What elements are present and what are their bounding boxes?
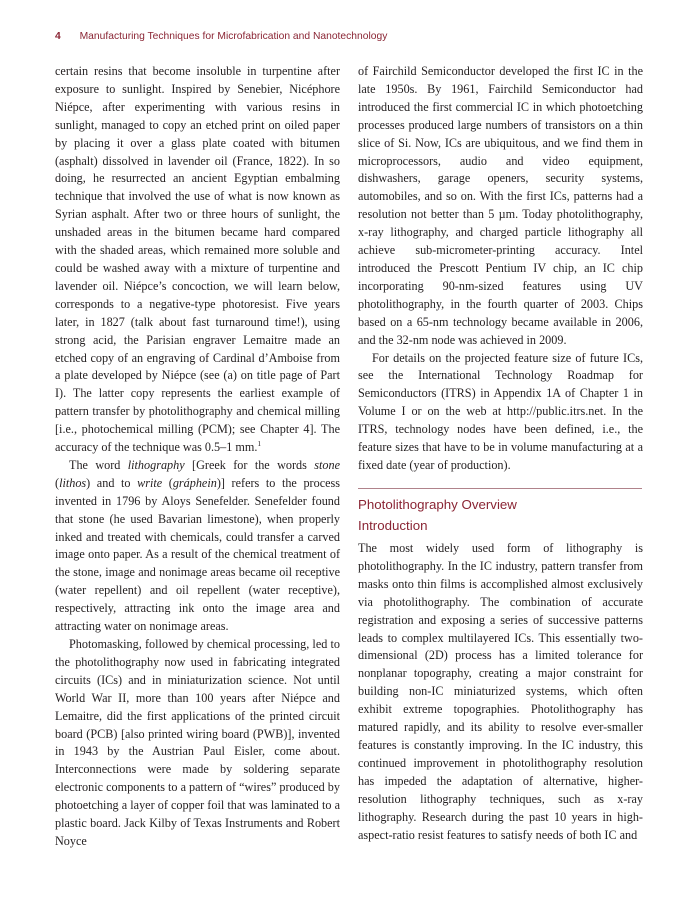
running-head [55, 31, 387, 47]
paragraph: of Fairchild Semiconductor developed the first IC in the late 1950s. By 1961, Fairchild Semiconductor had introduced the first commercial IC in which photoetching processes produced large numbers of transistors on a thin slice of Si. Now, ICs are ubiquitous, and we find them in microprocessors, audio and video equipment, dishwashers, garage openers, security systems, automobiles, and so on. With the first ICs, patterns had a resolution not better than 5 µm. Today photolithography, x-ray lithography, and charged particle lithography all achieve sub-micrometer-printing accuracy. Intel introduced the Prescott Pentium IV chip, an IC chip incorporating 90-nm-sized features using UV photolithography, in the fourth quarter of 2003. Chips based on a 65-nm technology became available in 2006, and the 32-nm node was achieved in 2009. [358, 64, 643, 347]
paragraph: Photomasking, followed by chemical processing, led to the photolithography now used in fabricating integrated circuits (ICs) and in miniaturization science. Not until World War II, more than 100 years after Niépce and Lemaitre, did the first applications of the printed circuit board (PCB) [also printed wiring board (PWB)], invented in 1943 by the Austrian Paul Eisler, come about. Interconnections were made by soldering separate electronic components to a pattern of “wires” produced by photoetching a layer of copper foil that was laminated to a plastic board. Jack Kilby of Texas Instruments and Robert Noyce [55, 637, 340, 848]
right-column-lower [358, 540, 643, 844]
footnote-ref: 1 [257, 438, 262, 448]
emphasis: lithos [59, 475, 87, 490]
paragraph: For details on the projected feature size of future ICs, see the International Technology Roadmap for Semiconductors (ITRS) in Appendix 1A of Chapter 1 in Volume I or on the web at http://public.itrs.net. In the ITRS, technology nodes have been defined, i.e., the feature sizes that have to be in volume manufacturing at a fixed date (year of production). [358, 350, 643, 472]
book-title: Manufacturing Techniques for Microfabrication and Nanotechnology [79, 31, 388, 42]
emphasis: lithography [127, 457, 185, 472]
paragraph [55, 457, 340, 636]
paragraph [55, 63, 340, 457]
page-number: 4 [55, 31, 61, 42]
emphasis: stone [314, 457, 340, 472]
section-divider [358, 488, 642, 489]
section-heading: Photolithography Overview [358, 497, 517, 512]
text-run: ( [55, 475, 60, 490]
text-run: ( [162, 475, 173, 490]
text-run: )] refers to the process invented in 1796 by Aloys Senefelder. Senefelder found that stone (he used Bavarian limestone), when properly inked and treated with chemicals, could transfer a carved image onto paper. As a result of the chemical treatment of the stone, image and nonimage areas became oil receptive (water repellent) and oil repellent (water receptive), respectively, attracting ink onto the image area and attracting water on nonimage areas. [55, 475, 340, 634]
right-column-upper [358, 63, 643, 475]
text-run: ) and to [86, 475, 138, 490]
paragraph-text: certain resins that become insoluble in turpentine after exposure to sunlight. Inspired by Senebier, Nicéphore Niépce, after experimenting with various resins in sunlight, managed to copy an etched print on oiled paper by placing it over a glass plate coated with bitumen (asphalt) dissolved in lavender oil (France, 1822). In so doing, he resurrected an ancient Egyptian embalming technique that involved the use of what is now known as Syrian asphalt. After two or three hours of sunlight, the unshaded areas in the bitumen became hard compared with the shaded areas, which remained more soluble and could be washed away with a mixture of turpentine and lavender oil. Niépce’s concoction, we will learn below, corresponds to a negative-type photoresist. Five years later, in 1827 (talk about fast turnaround time!), using strong acid, the Parisian engraver Lemaitre made an etched copy of an engraving of Cardinal d’Amboise from a plate developed by Niépce (see (a) on title page of Part I). The latter copy represents the earliest example of pattern transfer by photolithography and chemical milling [i.e., photochemical milling (PCM); see Chapter 4]. The accuracy of the technique was 0.5–1 mm. [55, 64, 340, 455]
text-run: [Greek for the words [184, 457, 315, 472]
paragraph: The most widely used form of lithography is photolithography. In the IC industry, pattern transfer from masks onto thin films is accomplished almost exclusively via photolithography. The combination of accurate registration and exposing a series of successive patterns leads to complex multilayered ICs. This essentially two-dimensional (2D) process has a limited tolerance for nonplanar topography, creating a major constraint for building non-IC miniaturized systems, which often exhibit extreme topographies. Photolithography has matured rapidly, and its ability to resolve ever-smaller features is constantly improving. In the IC industry, this continued improvement in photolithography resolution has impeded the adaptation of alternative, higher-resolution lithography techniques, such as x-ray lithography. Research during the past 10 years in high-aspect-ratio resist features to satisfy needs of both IC and [358, 541, 643, 842]
subsection-heading: Introduction [358, 518, 428, 533]
text-run: The word [69, 457, 128, 472]
emphasis: gráphein [172, 475, 217, 490]
emphasis: write [137, 475, 163, 490]
left-column [55, 63, 340, 851]
